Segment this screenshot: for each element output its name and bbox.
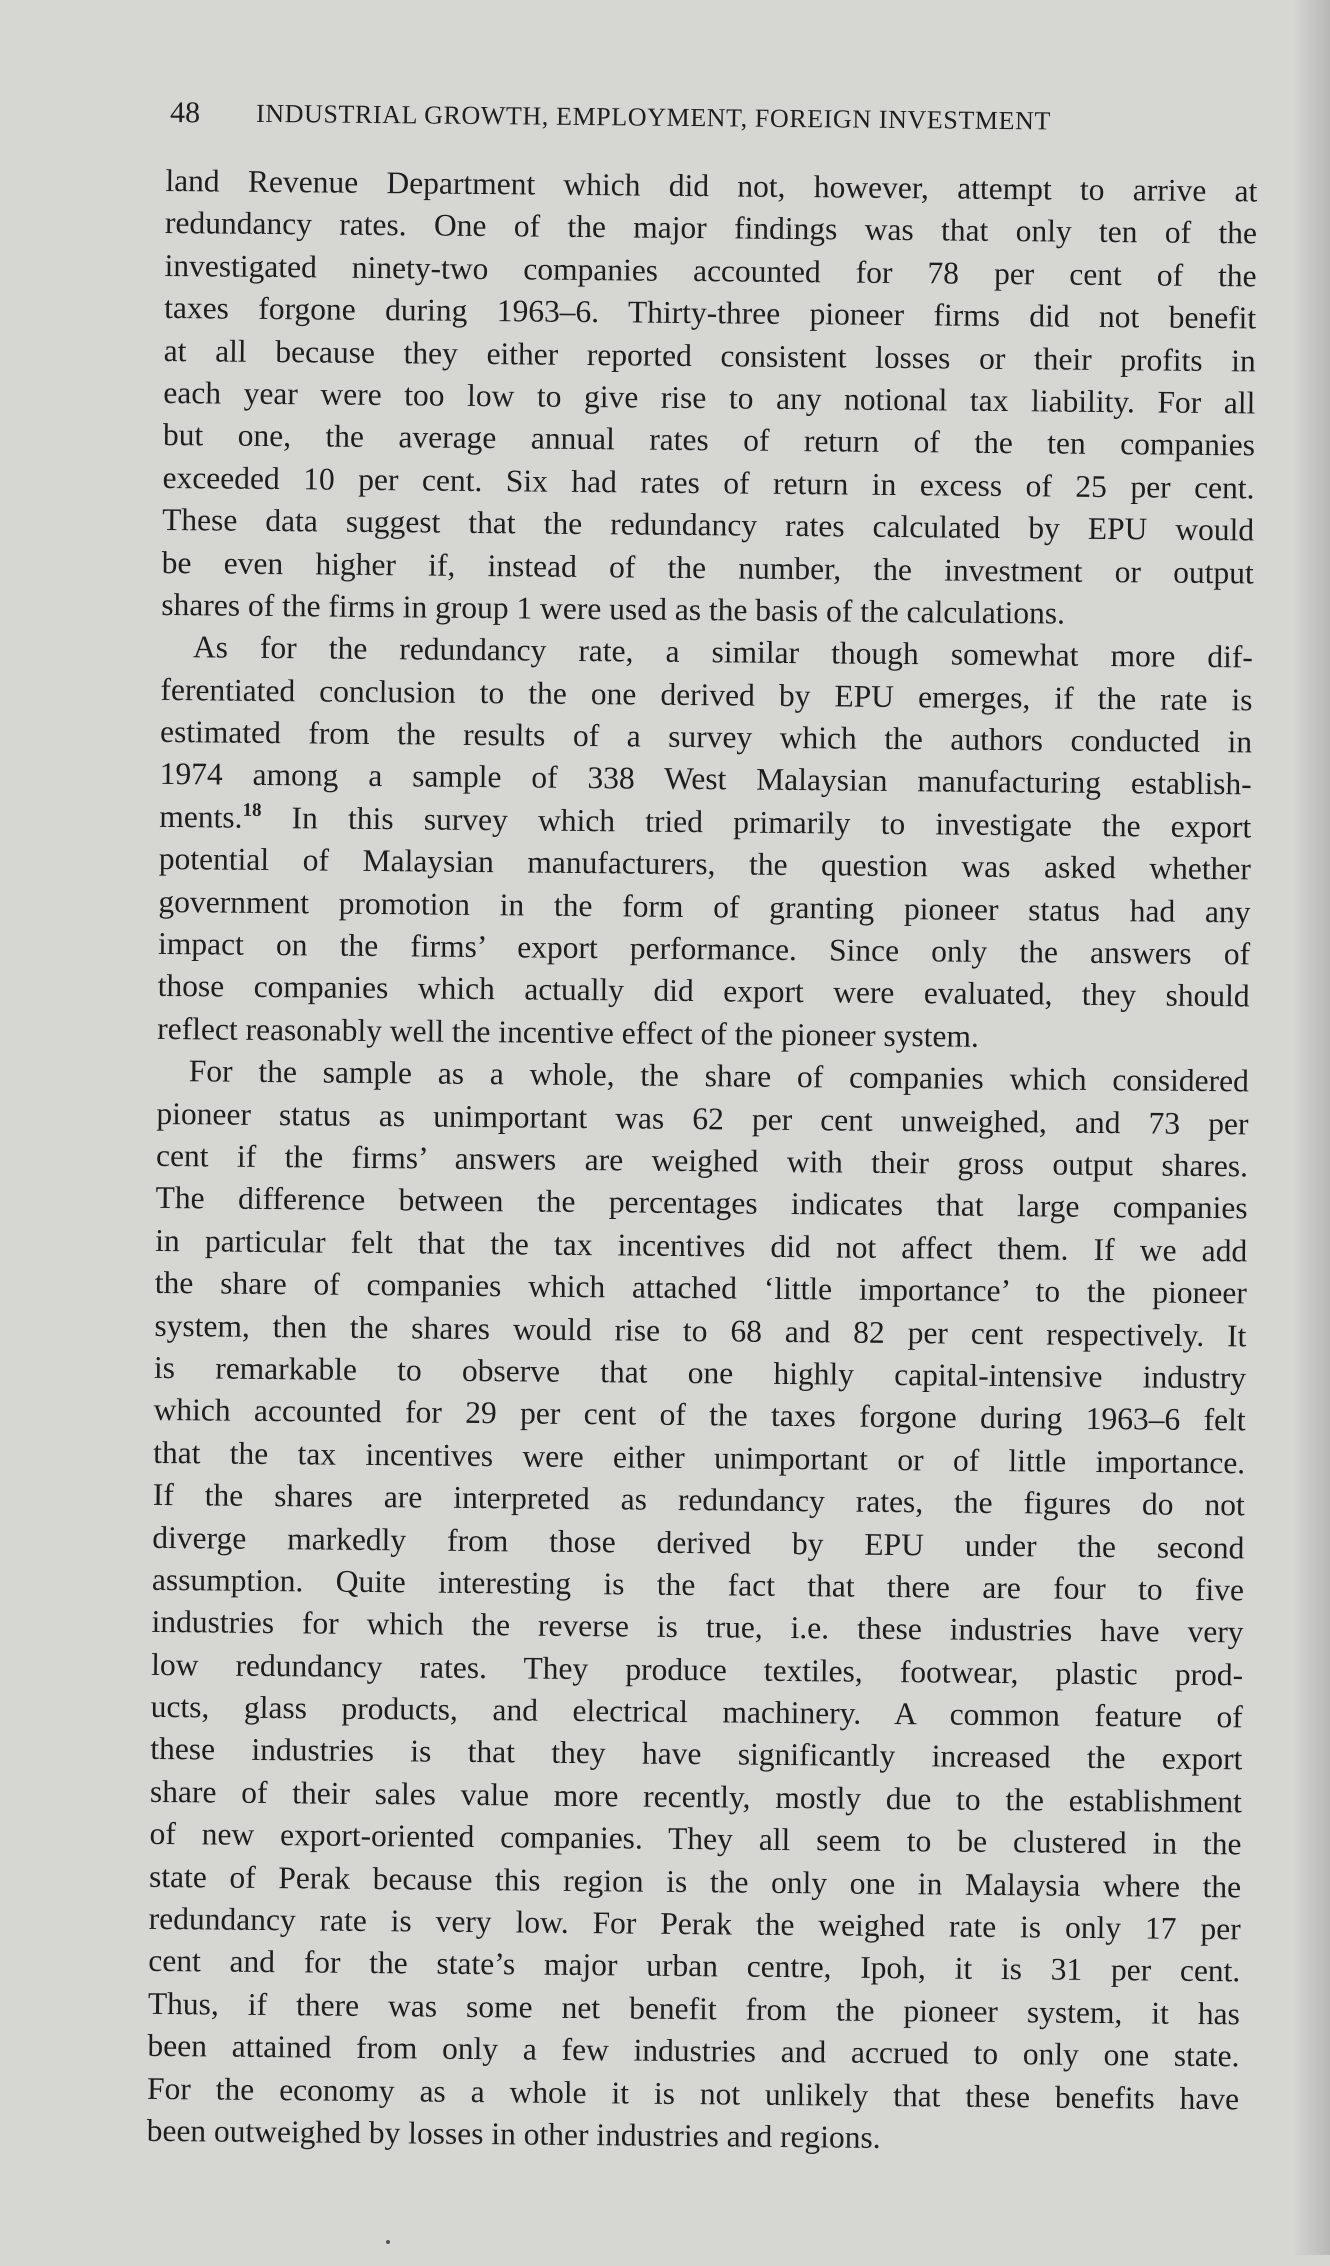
line-text: land Revenue Department which did not, however, attempt to arrive at: [165, 162, 1258, 209]
line-text: ucts, glass products, and electrical machinery. A common feature of: [150, 1688, 1243, 1735]
line-text-pre: ments.: [159, 798, 243, 835]
line-text: cent and for the state’s major urban centre, Ipoh, it is 31 per cent.: [148, 1943, 1241, 1989]
line-text: share of their sales value more recently, mostly due to the establishment: [149, 1773, 1243, 1820]
line-text: system, then the shares would rise to 68 and 82 per cent respectively. It: [154, 1307, 1247, 1353]
line-text: taxes forgone during 1963–6. Thirty-three pioneer firms did not benefit: [164, 290, 1257, 336]
line-text: Thus, if there was some net benefit from the pioneer system, it has: [147, 1985, 1241, 2032]
line-text: impact on the firms’ export performance. Since only the answers of: [157, 925, 1251, 972]
line-text: these industries is that they have significantly increased the export: [150, 1731, 1243, 1777]
line-text: which accounted for 29 per cent of the taxes forgone during 1963–6 felt: [153, 1392, 1246, 1438]
line-text: 1974 among a sample of 338 West Malaysian manufacturing establish-: [159, 756, 1252, 802]
line-text: potential of Malaysian manufacturers, the question was asked whether: [158, 841, 1252, 887]
line-text: each year were too low to give rise to any notional tax liability. For all: [163, 374, 1256, 421]
body-text: [146, 160, 1257, 2163]
line-text: These data suggest that the redundancy rates calculated by EPU would: [161, 502, 1255, 548]
line-text: at all because they either reported consistent losses or their profits in: [163, 332, 1256, 378]
line-text: those companies which actually did export were evaluated, they should: [157, 968, 1250, 1014]
line-text: For the sample as a whole, the share of companies which considered: [188, 1053, 1249, 1099]
line-text: industries for which the reverse is true, i.e. these industries have very: [151, 1604, 1244, 1650]
line-text: of new export-oriented companies. They all seem to be clustered in the: [149, 1816, 1242, 1862]
line-text: In this survey which tried primarily to investigate the export: [261, 799, 1252, 845]
line-text: exceeded 10 per cent. Six had rates of return in excess of 25 per cent.: [162, 459, 1255, 506]
line-text: is remarkable to observe that one highly capital-intensive industry: [153, 1349, 1247, 1396]
line-text: ferentiated conclusion to the one derived by EPU emerges, if the rate is: [160, 671, 1253, 718]
line-text: been outweighed by losses in other industries and regions.: [146, 2112, 881, 2155]
line-text: be even higher if, instead of the number, the investment or output: [161, 544, 1254, 590]
page-header: [170, 96, 1185, 140]
line-text: redundancy rate is very low. For Perak the weighed rate is only 17 per: [148, 1900, 1241, 1947]
line-text: cent if the firms’ answers are weighed with their gross output shares.: [155, 1137, 1249, 1184]
line-text: been attained from only a few industries and accrued to only one state.: [147, 2028, 1240, 2074]
line-text: assumption. Quite interesting is the fact that there are four to five: [151, 1561, 1245, 1608]
line-text: redundancy rates. One of the major findings was that only ten of the: [164, 205, 1258, 251]
line-text: government promotion in the form of granting pioneer status had any: [158, 883, 1251, 930]
line-text: For the economy as a whole it is not unlikely that these benefits have: [146, 2070, 1240, 2116]
line-text: The difference between the percentages indicates that large companies: [155, 1180, 1248, 1226]
line-text: the share of companies which attached ‘little importance’ to the pioneer: [154, 1265, 1247, 1311]
line-text: If the shares are interpreted as redundancy rates, the figures do not: [152, 1477, 1245, 1523]
line-text: state of Perak because this region is the only one in Malaysia where the: [148, 1858, 1242, 1904]
line-text: in particular felt that the tax incentives did not affect them. If we add: [155, 1222, 1248, 1269]
page-number: 48: [169, 96, 201, 130]
scan-speck: [386, 2240, 390, 2244]
running-title: INDUSTRIAL GROWTH, EMPLOYMENT, FOREIGN INVESTMENT: [255, 98, 1052, 136]
line-text: investigated ninety-two companies accounted for 78 per cent of the: [164, 247, 1257, 294]
line-text: estimated from the results of a survey which the authors conducted in: [159, 714, 1253, 760]
line-text: pioneer status as unimportant was 62 per cent unweighed, and 73 per: [156, 1095, 1249, 1141]
line-text: low redundancy rates. They produce textiles, footwear, plastic prod-: [151, 1646, 1244, 1693]
line-text: shares of the firms in group 1 were used as the basis of the calculations.: [161, 586, 1066, 631]
line-text: As for the redundancy rate, a similar though somewhat more dif-: [192, 629, 1254, 675]
line-text: but one, the average annual rates of return of the ten companies: [162, 417, 1256, 463]
line-text: diverge markedly from those derived by EPU under the second: [152, 1519, 1245, 1565]
footnote-marker: 18: [242, 799, 262, 821]
line-text: reflect reasonably well the incentive effect of the pioneer system.: [157, 1010, 979, 1054]
line-text: that the tax incentives were either unimportant or of little importance.: [153, 1434, 1246, 1481]
